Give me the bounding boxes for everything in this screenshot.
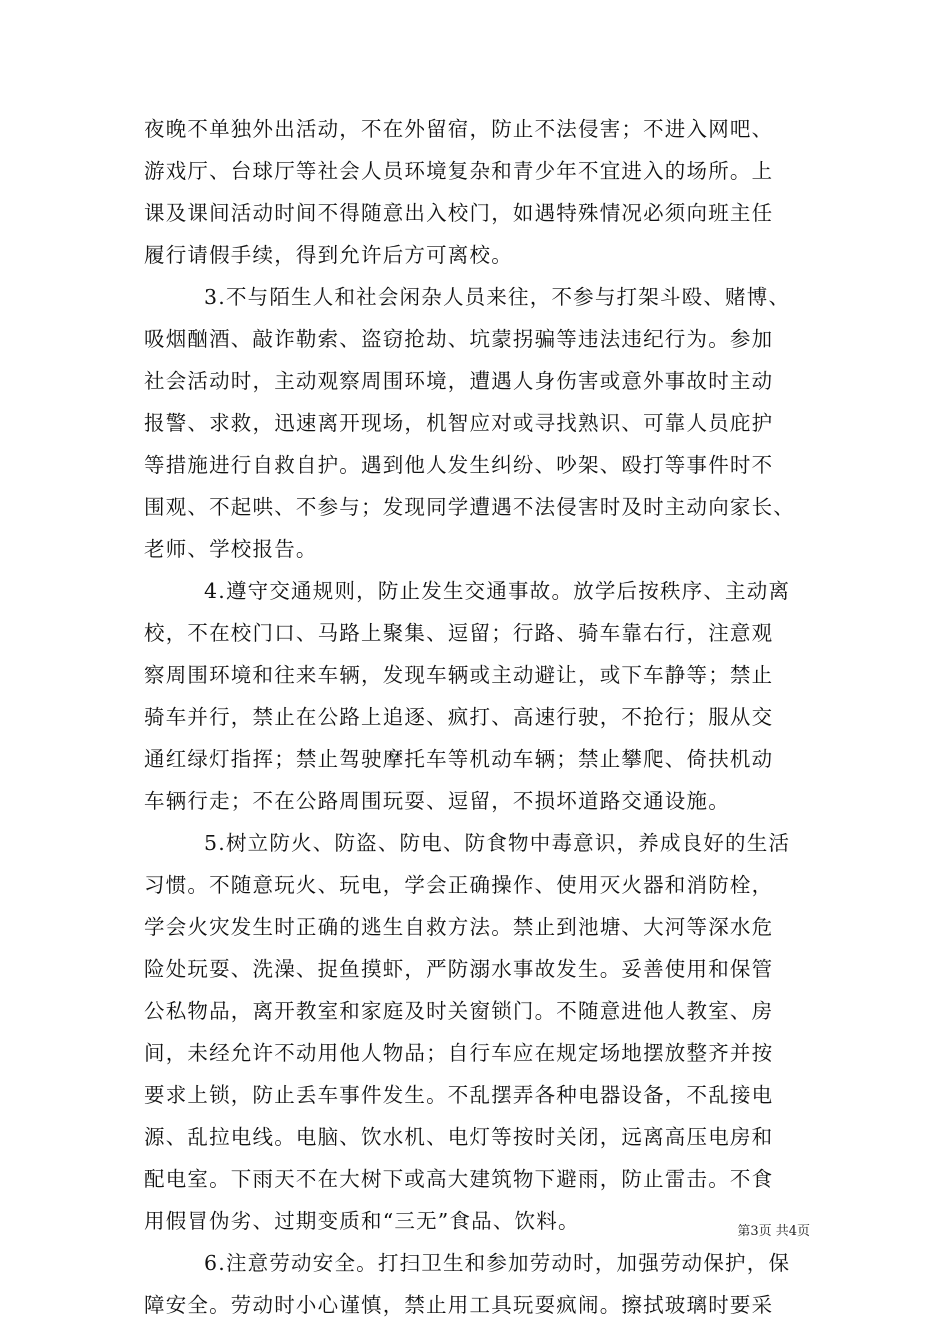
text-line: 校，不在校门口、马路上聚集、逗留；行路、骑车靠右行，注意观 [144, 621, 774, 645]
text-line: 学会火灾发生时正确的逃生自救方法。禁止到池塘、大河等深水危 [144, 915, 774, 939]
text-line: 老师、学校报告。 [144, 537, 318, 561]
text-line: 社会活动时，主动观察周围环境，遭遇人身伤害或意外事故时主动 [144, 369, 774, 393]
text-line: 吸烟酗酒、敲诈勒索、盗窃抢劫、坑蒙拐骗等违法违纪行为。参加 [144, 327, 774, 351]
text-line: 游戏厅、台球厅等社会人员环境复杂和青少年不宜进入的场所。上 [144, 159, 774, 183]
paragraph-5-start: 5.树立防火、防盗、防电、防食物中毒意识，养成良好的生活 [204, 831, 791, 855]
text-line: 骑车并行，禁止在公路上追逐、疯打、高速行驶，不抢行；服从交 [144, 705, 774, 729]
text-line: 用假冒伪劣、过期变质和“三无”食品、饮料。 [144, 1209, 580, 1233]
text-line: 等措施进行自救自护。遇到他人发生纠纷、吵架、殴打等事件时不 [144, 453, 774, 477]
text-line: 通红绿灯指挥；禁止驾驶摩托车等机动车辆；禁止攀爬、倚扶机动 [144, 747, 774, 771]
text-line: 公私物品，离开教室和家庭及时关窗锁门。不随意进他人教室、房 [144, 999, 774, 1023]
text-line: 障安全。劳动时小心谨慎，禁止用工具玩耍疯闹。擦拭玻璃时要采 [144, 1293, 774, 1317]
text-line: 课及课间活动时间不得随意出入校门，如遇特殊情况必须向班主任 [144, 201, 774, 225]
text-line: 间，未经允许不动用他人物品；自行车应在规定场地摆放整齐并按 [144, 1041, 774, 1065]
document-body [144, 108, 824, 1326]
text-line: 车辆行走；不在公路周围玩耍、逗留，不损坏道路交通设施。 [144, 789, 730, 813]
paragraph-3-start: 3.不与陌生人和社会闲杂人员来往，不参与打架斗殴、赌博、 [204, 285, 791, 309]
text-line: 围观、不起哄、不参与；发现同学遭遇不法侵害时及时主动向家长、 [144, 495, 795, 519]
paragraph-6-start: 6.注意劳动安全。打扫卫生和参加劳动时，加强劳动保护，保 [204, 1251, 791, 1275]
page-number: 第3页 共4页 [737, 1224, 810, 1239]
text-line: 夜晚不单独外出活动，不在外留宿，防止不法侵害；不进入网吧、 [144, 117, 774, 141]
text-line: 报警、求救，迅速离开现场，机智应对或寻找熟识、可靠人员庇护 [144, 411, 774, 435]
text-line: 险处玩耍、洗澡、捉鱼摸虾，严防溺水事故发生。妥善使用和保管 [144, 957, 774, 981]
text-line: 要求上锁，防止丢车事件发生。不乱摆弄各种电器设备，不乱接电 [144, 1083, 774, 1107]
text-line: 察周围环境和往来车辆，发现车辆或主动避让，或下车静等；禁止 [144, 663, 774, 687]
text-line: 源、乱拉电线。电脑、饮水机、电灯等按时关闭，远离高压电房和 [144, 1125, 774, 1149]
text-line: 习惯。不随意玩火、玩电，学会正确操作、使用灭火器和消防栓， [144, 873, 774, 897]
text-line: 履行请假手续，得到允许后方可离校。 [144, 243, 513, 267]
paragraph-4-start: 4.遵守交通规则，防止发生交通事故。放学后按秩序、主动离 [204, 579, 791, 603]
text-line: 配电室。下雨天不在大树下或高大建筑物下避雨，防止雷击。不食 [144, 1167, 774, 1191]
